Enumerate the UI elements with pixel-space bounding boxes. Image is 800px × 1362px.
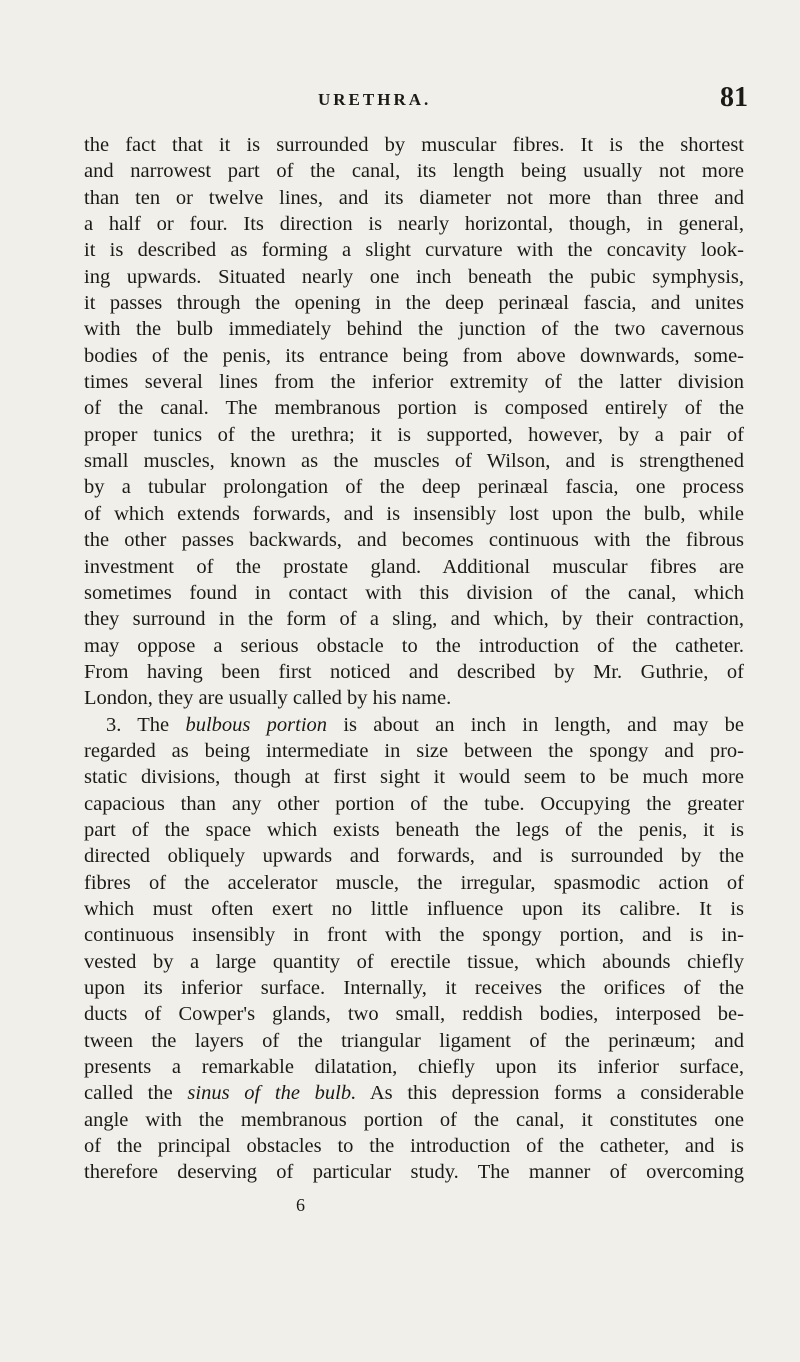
text-line: of the principal obstacles to the introduction of the catheter, and is <box>84 1135 744 1158</box>
text-line: it is described as forming a slight curvature with the concavity look- <box>84 239 744 262</box>
text-line: regarded as being intermediate in size between the spongy and pro- <box>84 739 744 762</box>
text-run: 3. The <box>106 713 186 736</box>
text-line: of the canal. The membranous portion is composed entirely of the <box>84 397 744 420</box>
paragraph-3-first-line <box>84 712 744 738</box>
text-line: continuous insensibly in front with the spongy portion, and is in- <box>84 924 744 947</box>
text-line: times several lines from the inferior extremity of the latter division <box>84 371 744 394</box>
text-line: tween the layers of the triangular ligament of the perinæum; and <box>84 1029 744 1052</box>
text-line: the other passes backwards, and becomes continuous with the fibrous <box>84 529 744 552</box>
text-line: which must often exert no little influence upon its calibre. It is <box>84 897 744 920</box>
text-line: proper tunics of the urethra; it is supported, however, by a pair of <box>84 423 744 446</box>
text-line: and narrowest part of the canal, its length being usually not more <box>84 160 744 183</box>
text-line: by a tubular prolongation of the deep perinæal fascia, one process <box>84 476 744 499</box>
italic-term: sinus of the bulb. <box>187 1082 357 1105</box>
body-text <box>84 132 744 1186</box>
text-line: directed obliquely upwards and forwards, and is surrounded by the <box>84 845 744 868</box>
sinus-line <box>84 1080 744 1106</box>
text-line: ducts of Cowper's glands, two small, reddish bodies, interposed be- <box>84 1003 744 1026</box>
text-line: they surround in the form of a sling, and which, by their contraction, <box>84 608 744 631</box>
text-run: called the <box>84 1082 188 1105</box>
text-line: it passes through the opening in the deep perinæal fascia, and unites <box>84 292 744 315</box>
text-run: As this depression forms a considerable <box>356 1082 744 1105</box>
text-line: presents a remarkable dilatation, chiefly upon its inferior surface, <box>84 1056 744 1079</box>
text-run: is about an inch in length, and may be <box>327 713 744 736</box>
page-number: 81 <box>720 82 748 113</box>
italic-term: bulbous portion <box>185 713 328 736</box>
text-line: therefore deserving of particular study. The manner of overcoming <box>84 1161 744 1184</box>
running-title: URETHRA. <box>318 90 432 109</box>
text-line: of which extends forwards, and is insensibly lost upon the bulb, while <box>84 502 744 525</box>
text-line: London, they are usually called by his name. <box>84 687 452 710</box>
text-line: vested by a large quantity of erectile tissue, which abounds chiefly <box>84 950 744 973</box>
text-line: the fact that it is surrounded by muscular fibres. It is the shortest <box>84 134 744 156</box>
text-line: small muscles, known as the muscles of Wilson, and is strengthened <box>84 450 744 473</box>
text-line: than ten or twelve lines, and its diameter not more than three and <box>84 186 744 209</box>
text-line: with the bulb immediately behind the junction of the two cavernous <box>84 318 744 341</box>
text-line: may oppose a serious obstacle to the introduction of the catheter. <box>84 634 744 657</box>
text-line: a half or four. Its direction is nearly horizontal, though, in general, <box>84 213 744 236</box>
text-line: angle with the membranous portion of the canal, it constitutes one <box>84 1108 744 1131</box>
text-line: static divisions, though at first sight it would seem to be much more <box>84 766 744 789</box>
text-line: fibres of the accelerator muscle, the irregular, spasmodic action of <box>84 871 744 894</box>
text-line: capacious than any other portion of the tube. Occupying the greater <box>84 792 744 815</box>
text-line: sometimes found in contact with this division of the canal, which <box>84 581 744 604</box>
text-line: upon its inferior surface. Internally, it receives the orifices of the <box>84 977 744 999</box>
text-line: From having been first noticed and described by Mr. Guthrie, of <box>84 660 744 683</box>
signature-mark: 6 <box>296 1195 305 1215</box>
text-line: part of the space which exists beneath the legs of the penis, it is <box>84 818 744 841</box>
text-line: investment of the prostate gland. Additional muscular fibres are <box>84 555 744 578</box>
text-line: bodies of the penis, its entrance being from above downwards, some- <box>84 344 744 367</box>
text-line: ing upwards. Situated nearly one inch beneath the pubic symphysis, <box>84 265 744 288</box>
running-head <box>0 82 800 118</box>
